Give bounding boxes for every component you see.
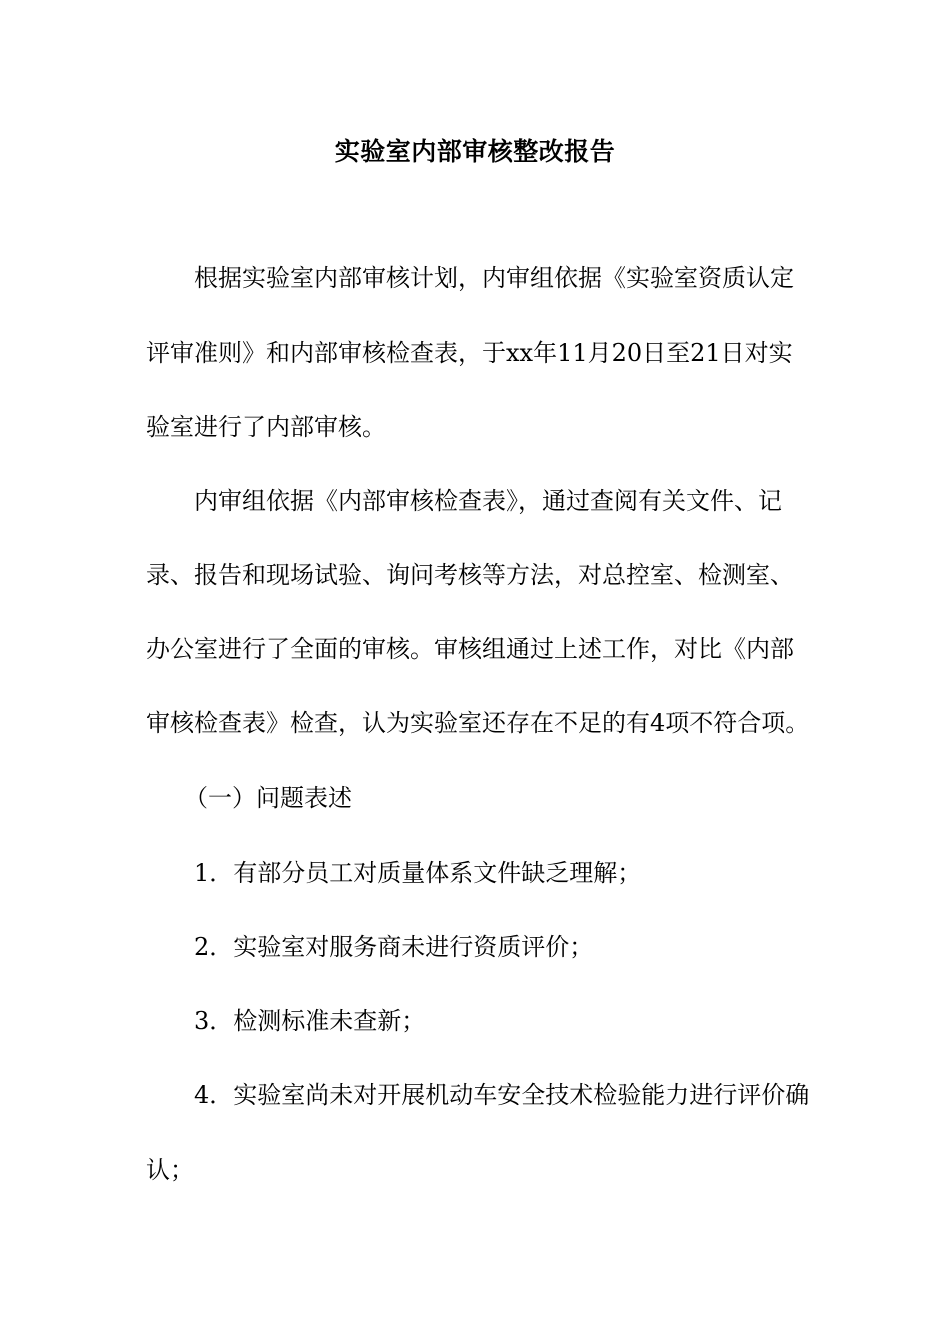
paragraph-1-line-2: 评审准则》和内部审核检查表，于xx年11月20日至21日对实 [146, 339, 793, 367]
document-title: 实验室内部审核整改报告 [334, 137, 616, 166]
paragraph-2-line-4: 审核检查表》检查，认为实验室还存在不足的有4项不符合项。 [146, 709, 810, 737]
paragraph-1-line-1: 根据实验室内部审核计划，内审组依据《实验室资质认定 [194, 264, 794, 292]
list-item-2: 2．实验室对服务商未进行资质评价； [194, 933, 594, 961]
list-item-4-line-1: 4．实验室尚未对开展机动车安全技术检验能力进行评价确 [194, 1081, 810, 1109]
paragraph-2-line-1: 内审组依据《内部审核检查表》，通过查阅有关文件、记 [194, 487, 782, 515]
list-item-4-line-2: 认； [146, 1156, 194, 1184]
list-item-1: 1．有部分员工对质量体系文件缺乏理解； [194, 859, 642, 887]
paragraph-2-line-2: 录、报告和现场试验、询问考核等方法，对总控室、检测室、 [146, 561, 794, 589]
list-item-3: 3．检测标准未查新； [194, 1007, 426, 1035]
section-heading: （一）问题表述 [184, 784, 352, 812]
paragraph-1-line-3: 验室进行了内部审核。 [146, 413, 386, 441]
paragraph-2-line-3: 办公室进行了全面的审核。审核组通过上述工作，对比《内部 [146, 635, 794, 663]
